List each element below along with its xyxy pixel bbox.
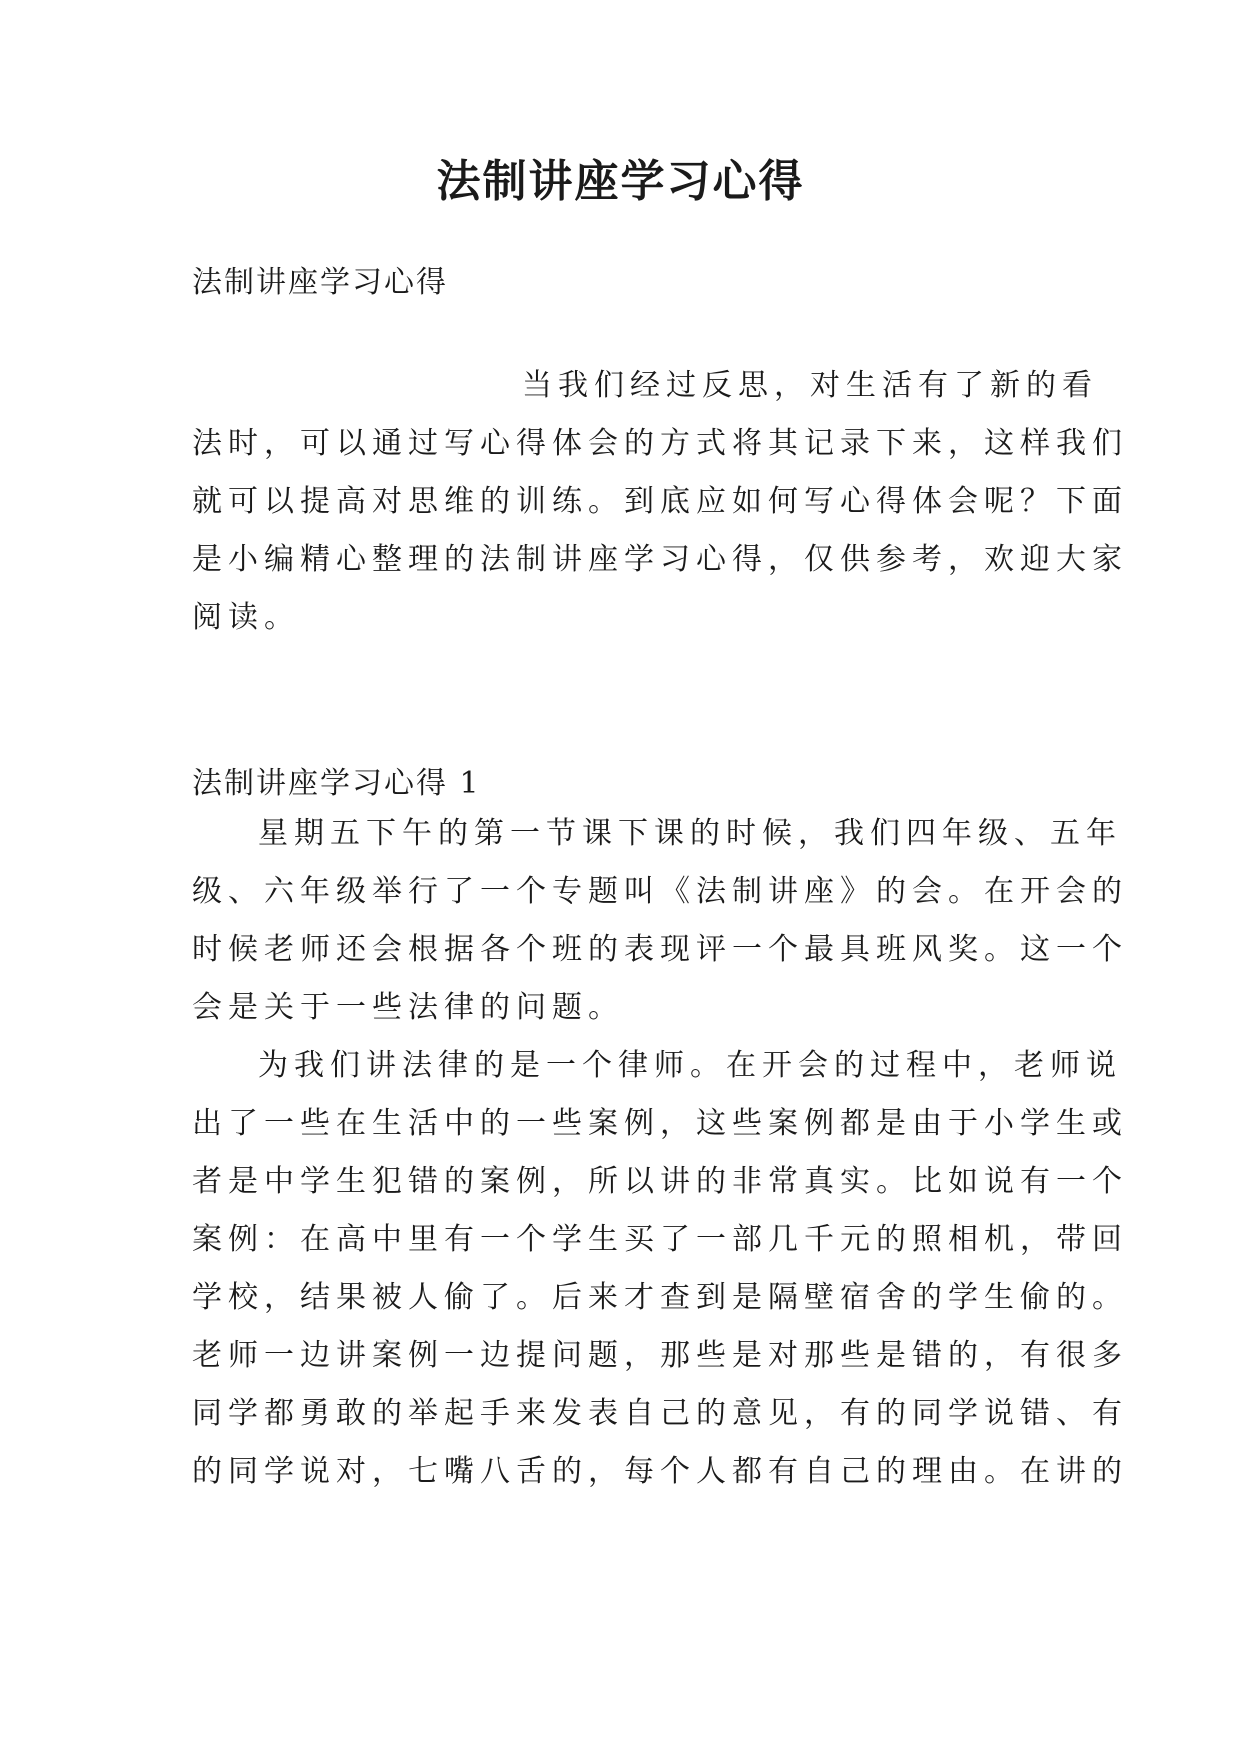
paragraph-line: 为我们讲法律的是一个律师。在开会的过程中，老师说 (258, 1048, 1122, 1083)
document-subtitle: 法制讲座学习心得 (192, 265, 448, 300)
section1-paragraph-1 (192, 805, 1128, 1037)
paragraph-line: 案例：在高中里有一个学生买了一部几千元的照相机，带回 (192, 1222, 1128, 1257)
paragraph-line: 同学都勇敢的举起手来发表自己的意见，有的同学说错、有 (192, 1396, 1128, 1431)
paragraph-line: 者是中学生犯错的案例，所以讲的非常真实。比如说有一个 (192, 1164, 1128, 1199)
paragraph-line: 会是关于一些法律的问题。 (192, 990, 624, 1025)
intro-line: 是小编精心整理的法制讲座学习心得，仅供参考，欢迎大家 (192, 542, 1128, 577)
section1-paragraph-2 (192, 1037, 1128, 1501)
document-title: 法制讲座学习心得 (436, 156, 805, 207)
intro-paragraph (192, 357, 1128, 647)
paragraph-line: 老师一边讲案例一边提问题，那些是对那些是错的，有很多 (192, 1338, 1128, 1373)
section1-heading: 法制讲座学习心得 1 (192, 766, 481, 801)
paragraph-line: 时候老师还会根据各个班的表现评一个最具班风奖。这一个 (192, 932, 1128, 967)
paragraph-line: 级、六年级举行了一个专题叫《法制讲座》的会。在开会的 (192, 874, 1128, 909)
paragraph-line: 学校，结果被人偷了。后来才查到是隔壁宿舍的学生偷的。 (192, 1280, 1128, 1315)
intro-line: 当我们经过反思，对生活有了新的看 (522, 368, 1098, 403)
intro-line: 法时，可以通过写心得体会的方式将其记录下来，这样我们 (192, 426, 1128, 461)
paragraph-line: 的同学说对，七嘴八舌的，每个人都有自己的理由。在讲的 (192, 1454, 1128, 1489)
paragraph-line: 出了一些在生活中的一些案例，这些案例都是由于小学生或 (192, 1106, 1128, 1141)
intro-line: 阅读。 (192, 600, 300, 635)
paragraph-line: 星期五下午的第一节课下课的时候，我们四年级、五年 (258, 816, 1122, 851)
intro-line: 就可以提高对思维的训练。到底应如何写心得体会呢？下面 (192, 484, 1128, 519)
